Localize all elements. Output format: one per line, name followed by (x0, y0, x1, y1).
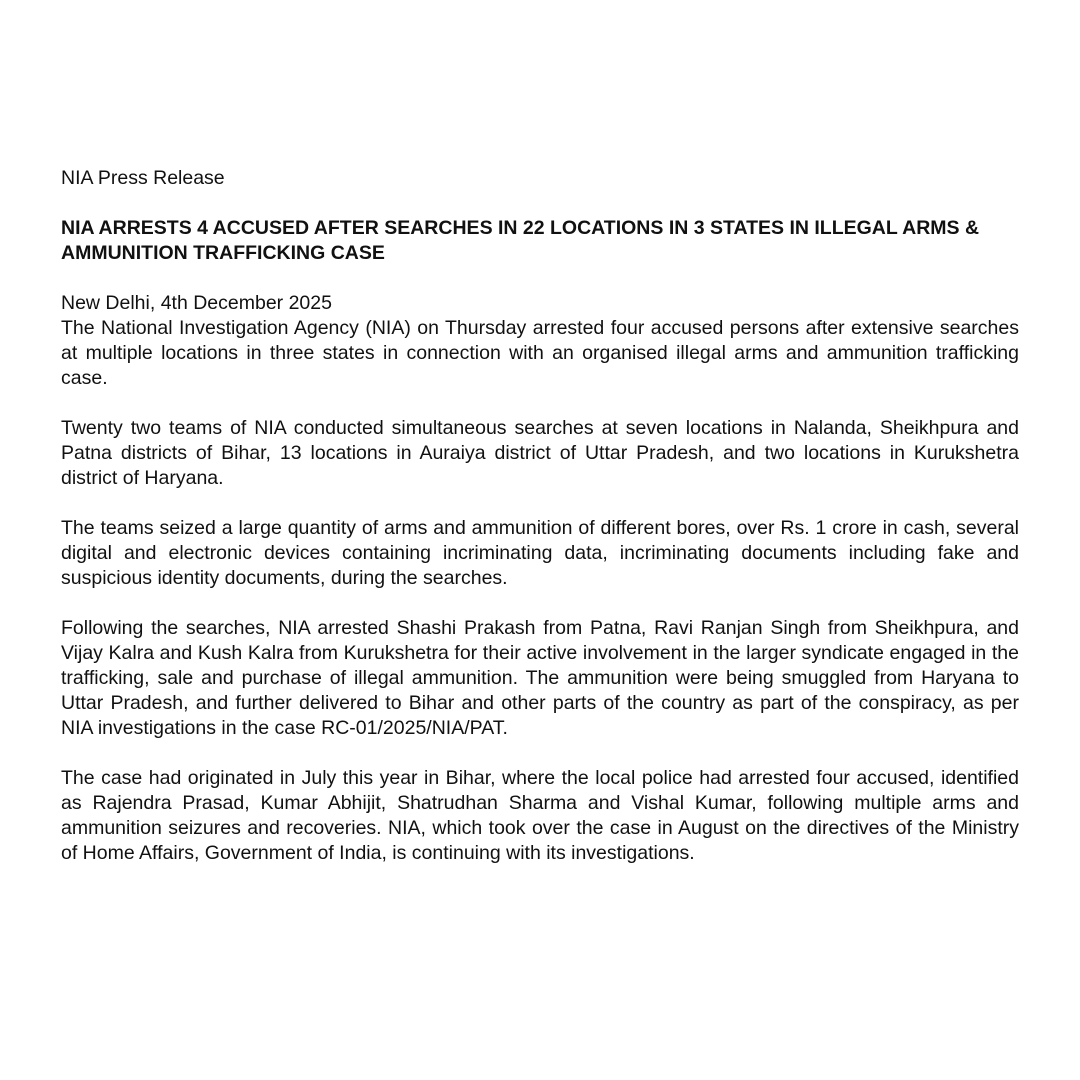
dateline: New Delhi, 4th December 2025 (61, 292, 332, 314)
paragraph-2: Twenty two teams of NIA conducted simultaneous searches at seven locations in Nalanda, Sheikhpura and Patna districts of Bihar, 13 locations in Auraiya district of Uttar Pradesh, and two locations in Kurukshetra district of Haryana. (61, 417, 1019, 489)
paragraph-1: The National Investigation Agency (NIA) on Thursday arrested four accused persons after extensive searches at multiple locations in three states in connection with an organised illegal arms and ammunition trafficking case. (61, 317, 1019, 389)
release-label: NIA Press Release (61, 167, 225, 189)
headline: NIA ARRESTS 4 ACCUSED AFTER SEARCHES IN 22 LOCATIONS IN 3 STATES IN ILLEGAL ARMS & AMMUNITION TRAFFICKING CASE (61, 217, 980, 264)
paragraph-3: The teams seized a large quantity of arms and ammunition of different bores, over Rs. 1 crore in cash, several digital and electronic devices containing incriminating data, incriminating documents including fake and suspicious identity documents, during the searches. (61, 517, 1019, 589)
paragraph-4: Following the searches, NIA arrested Shashi Prakash from Patna, Ravi Ranjan Singh from Sheikhpura, and Vijay Kalra and Kush Kalra from Kurukshetra for their active involvement in the larger syndicate engaged in the trafficking, sale and purchase of illegal ammunition. The ammunition were being smuggled from Haryana to Uttar Pradesh, and further delivered to Bihar and other parts of the country as part of the conspiracy, as per NIA investigations in the case RC-01/2025/NIA/PAT. (61, 617, 1019, 739)
press-release (61, 166, 1019, 891)
paragraph-5: The case had originated in July this year in Bihar, where the local police had arrested four accused, identified as Rajendra Prasad, Kumar Abhijit, Shatrudhan Sharma and Vishal Kumar, following multiple arms and ammunition seizures and recoveries. NIA, which took over the case in August on the directives of the Ministry of Home Affairs, Government of India, is continuing with its investigations. (61, 767, 1019, 864)
